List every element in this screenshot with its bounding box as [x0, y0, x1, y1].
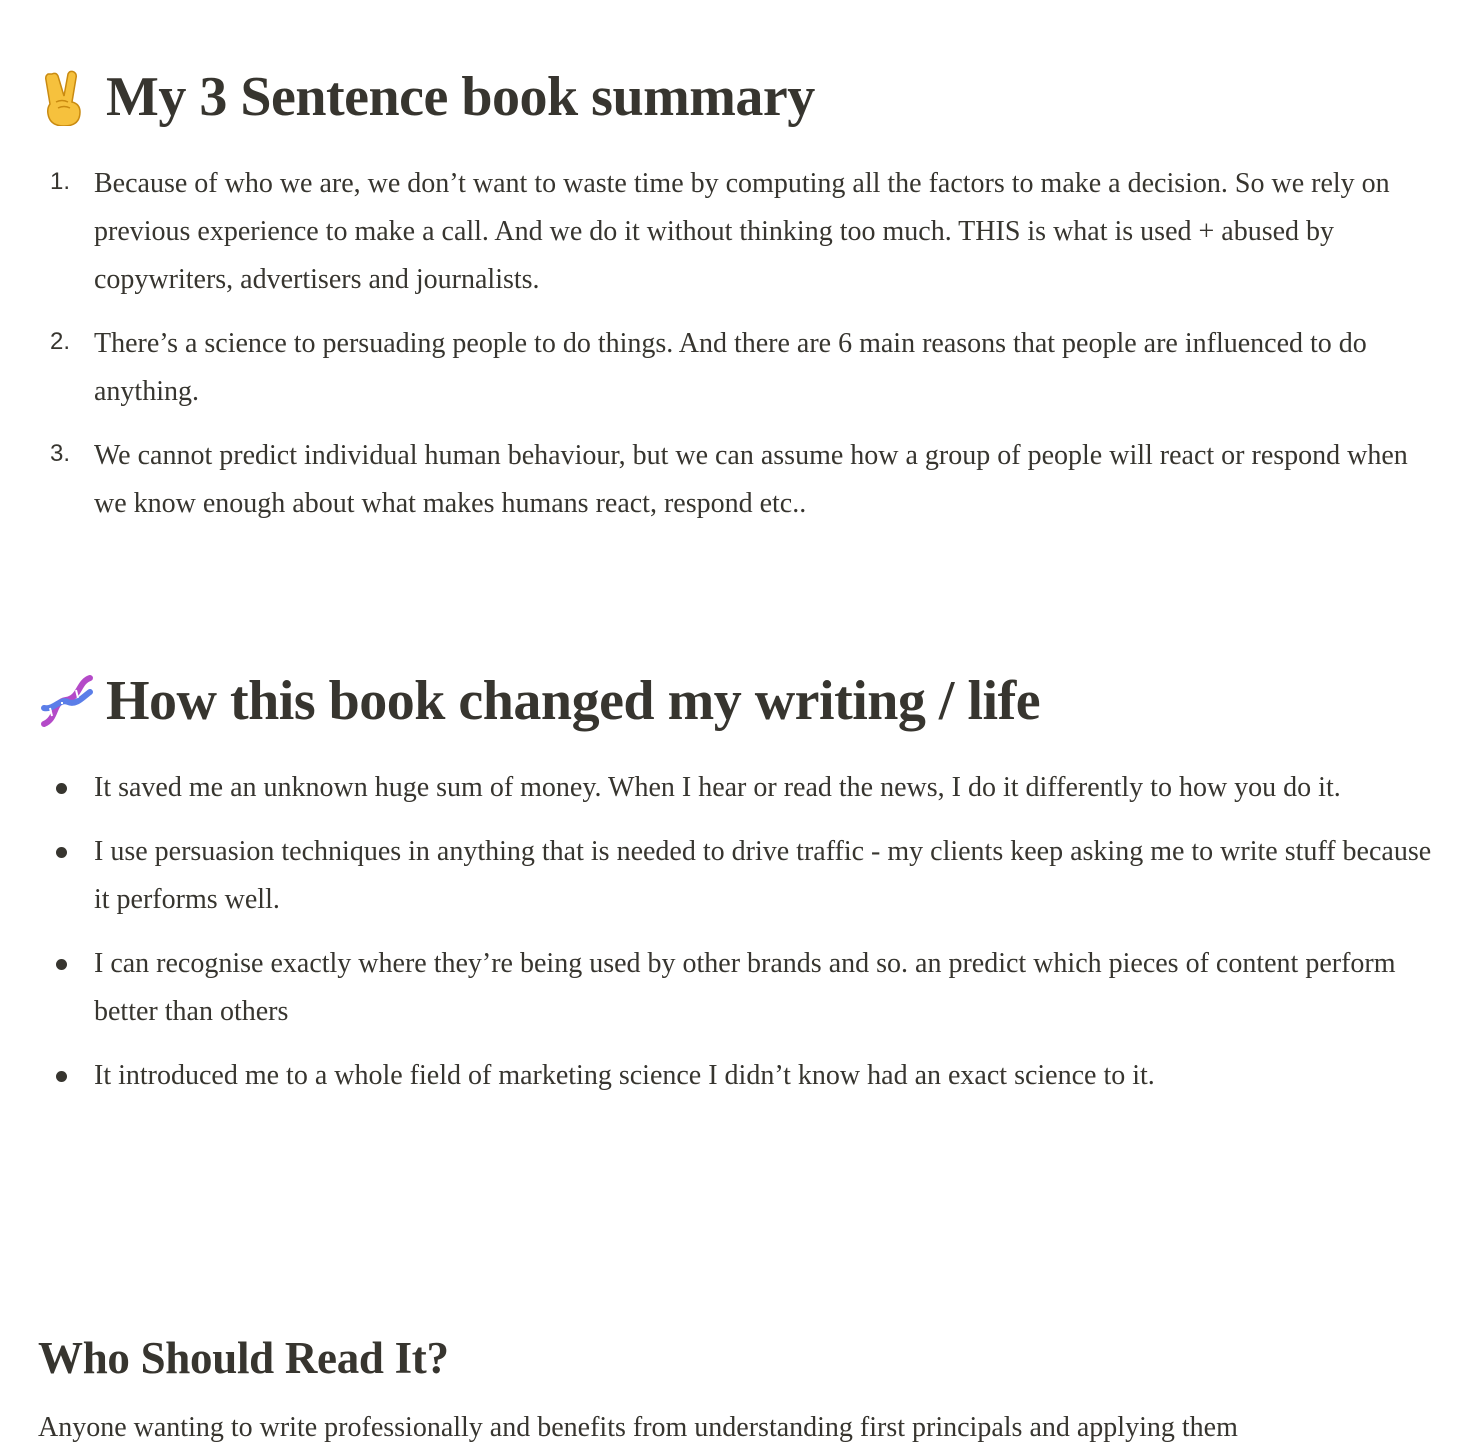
list-item	[0, 432, 1482, 528]
list-item-text: I can recognise exactly where they’re being used by other brands and so. an predict which pieces of content perform better than others	[94, 948, 1396, 1027]
impact-heading-text: How this book changed my writing / life	[106, 670, 1041, 732]
bullet-icon	[56, 959, 67, 970]
impact-list	[0, 764, 1482, 1116]
list-item	[0, 320, 1482, 416]
list-number: 1.	[50, 168, 71, 195]
list-number: 3.	[50, 440, 71, 467]
dna-icon	[38, 672, 96, 730]
bullet-icon	[56, 1071, 67, 1082]
summary-list	[0, 160, 1482, 544]
bullet-icon	[56, 847, 67, 858]
bullet-icon	[56, 783, 67, 794]
summary-heading	[38, 62, 815, 132]
list-item	[0, 828, 1482, 924]
list-item	[0, 160, 1482, 304]
list-item-text: It saved me an unknown huge sum of money. When I hear or read the news, I do it differently to how you do it.	[94, 772, 1341, 803]
list-item	[0, 940, 1482, 1036]
victory-hand-icon	[38, 68, 96, 126]
list-item-text: We cannot predict individual human behaviour, but we can assume how a group of people will react or respond when we know enough about what makes humans react, respond etc..	[94, 440, 1408, 519]
summary-heading-text: My 3 Sentence book summary	[106, 66, 815, 128]
audience-heading: Who Should Read It?	[38, 1333, 449, 1383]
list-item	[0, 764, 1482, 812]
list-item-text: I use persuasion techniques in anything that is needed to drive traffic - my clients keep asking me to write stuff because it performs well.	[94, 836, 1432, 915]
list-item-text: It introduced me to a whole field of marketing science I didn’t know had an exact science to it.	[94, 1060, 1155, 1091]
list-item	[0, 1052, 1482, 1100]
list-item-text: There’s a science to persuading people to do things. And there are 6 main reasons that people are influenced to do anything.	[94, 328, 1367, 407]
list-item-text: Because of who we are, we don’t want to waste time by computing all the factors to make a decision. So we rely on previous experience to make a call. And we do it without thinking too much. THIS is what is used + abused by copywriters, advertisers and journalists.	[94, 168, 1390, 295]
audience-paragraph: Anyone wanting to write professionally and benefits from understanding first principals and applying them	[38, 1412, 1238, 1443]
list-number: 2.	[50, 328, 71, 355]
impact-heading	[38, 666, 1040, 736]
